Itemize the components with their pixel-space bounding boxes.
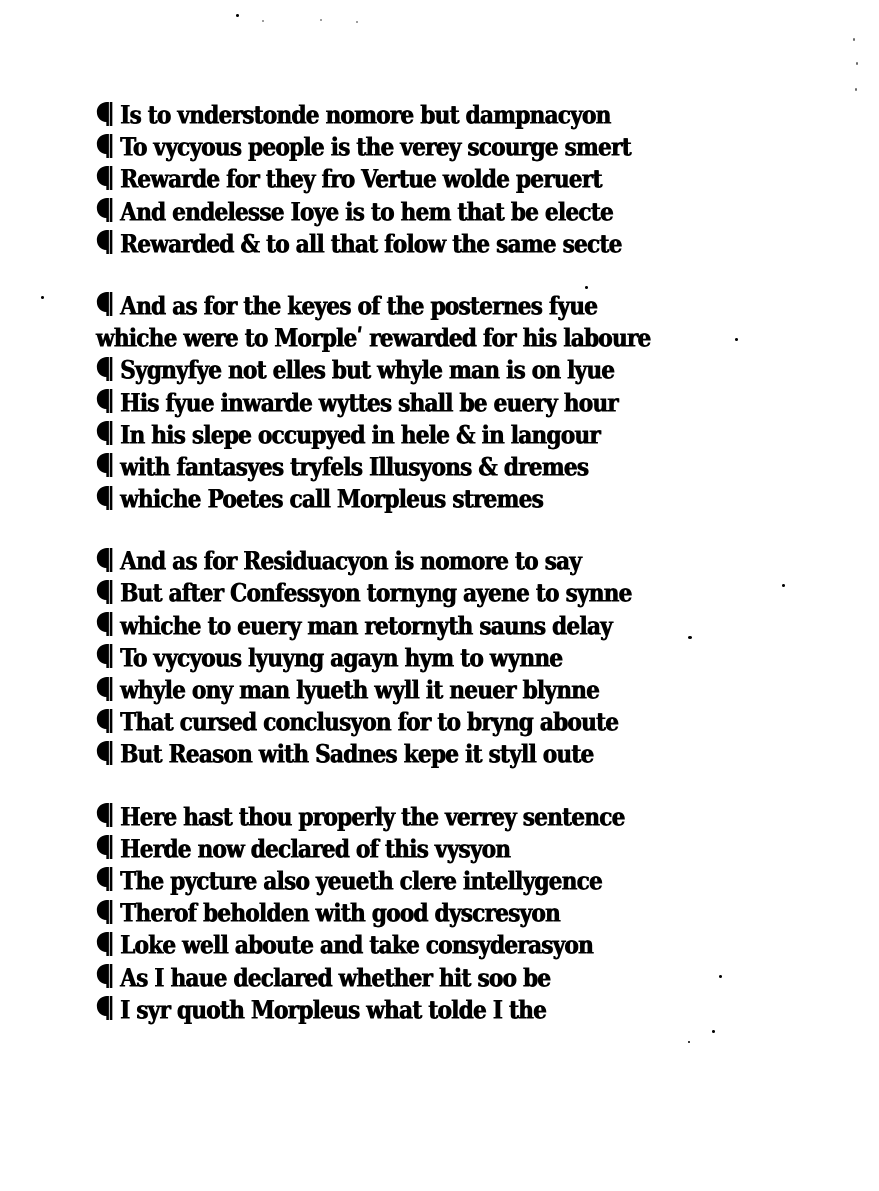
verse-line: As I haue declared whether hit soo be	[96, 961, 629, 993]
verse-line: whiche Poetes call Morpleus stremes	[96, 482, 629, 514]
pilcrow-icon	[96, 229, 113, 255]
pilcrow-icon	[96, 931, 113, 957]
scan-speck	[735, 338, 738, 341]
verse-line: To vycyous lyuyng agayn hym to wynne	[96, 641, 629, 673]
verse-line: But after Confessyon tornyng ayene to synne	[96, 576, 629, 608]
scan-speck	[853, 38, 855, 41]
pilcrow-icon	[96, 963, 113, 989]
verse-line: Herde now declared of this vysyon	[96, 832, 629, 864]
scan-speck	[856, 62, 858, 65]
scan-speck	[41, 296, 44, 299]
verse-line: with fantasyes tryfels Illusyons & dremes	[96, 450, 629, 482]
scan-speck	[320, 19, 322, 21]
pilcrow-icon	[96, 708, 113, 734]
pilcrow-icon	[96, 834, 113, 860]
pilcrow-icon	[96, 388, 113, 414]
verse-line: Rewarde for they fro Vertue wolde peruert	[96, 162, 629, 194]
verse-line: Sygnyfye not elles but whyle man is on lyue	[96, 353, 629, 385]
verse-line: whyle ony man lyueth wyll it neuer blynne	[96, 673, 629, 705]
verse-line: Therof beholden with good dyscresyon	[96, 896, 629, 928]
verse-line: whiche to euery man retornyth sauns delay	[96, 609, 629, 641]
verse-line: That cursed conclusyon for to bryng aboute	[96, 705, 629, 737]
pilcrow-icon	[96, 452, 113, 478]
pilcrow-icon	[96, 165, 113, 191]
pilcrow-icon	[96, 291, 113, 317]
verse-line: Rewarded & to all that folow the same secte	[96, 227, 629, 259]
scan-speck	[356, 21, 358, 23]
verse-line: Loke well aboute and take consyderasyon	[96, 928, 629, 960]
pilcrow-icon	[96, 802, 113, 828]
verse-line: And as for the keyes of the posternes fyue	[96, 289, 629, 321]
pilcrow-icon	[96, 740, 113, 766]
pilcrow-icon	[96, 101, 113, 127]
pilcrow-icon	[96, 611, 113, 637]
verse-line: Is to vnderstonde nomore but dampnacyon	[96, 98, 629, 130]
pilcrow-icon	[96, 995, 113, 1021]
verse-line: In his slepe occupyed in hele & in langour	[96, 418, 629, 450]
pilcrow-icon	[96, 643, 113, 669]
stanza	[96, 800, 716, 1025]
pilcrow-icon	[96, 356, 113, 382]
scan-speck	[719, 975, 722, 978]
pilcrow-icon	[96, 547, 113, 573]
verse-line: And endelesse Ioye is to hem that be electe	[96, 195, 629, 227]
scan-speck	[262, 20, 264, 22]
scan-speck	[855, 88, 857, 91]
poem-text	[96, 98, 716, 1055]
verse-line: His fyue inwarde wyttes shall be euery hour	[96, 386, 629, 418]
pilcrow-icon	[96, 899, 113, 925]
verse-line: And as for Residuacyon is nomore to say	[96, 544, 629, 576]
pilcrow-icon	[96, 485, 113, 511]
verse-line: The pycture also yeueth clere intellygence	[96, 864, 629, 896]
stanza	[96, 544, 716, 769]
pilcrow-icon	[96, 579, 113, 605]
verse-line: Here hast thou properly the verrey sentence	[96, 800, 629, 832]
stanza	[96, 289, 716, 514]
verse-line: I syr quoth Morpleus what tolde I the	[96, 993, 629, 1025]
pilcrow-icon	[96, 133, 113, 159]
pilcrow-icon	[96, 197, 113, 223]
scan-speck	[782, 584, 785, 587]
pilcrow-icon	[96, 676, 113, 702]
verse-line: But Reason with Sadnes kepe it styll oute	[96, 737, 629, 769]
stanza	[96, 98, 716, 259]
verse-line: whiche were to Morpleʹ rewarded for his laboure	[96, 323, 651, 353]
pilcrow-icon	[96, 866, 113, 892]
scan-speck	[236, 14, 239, 17]
pilcrow-icon	[96, 420, 113, 446]
verse-line: To vycyous people is the verey scourge smert	[96, 130, 629, 162]
